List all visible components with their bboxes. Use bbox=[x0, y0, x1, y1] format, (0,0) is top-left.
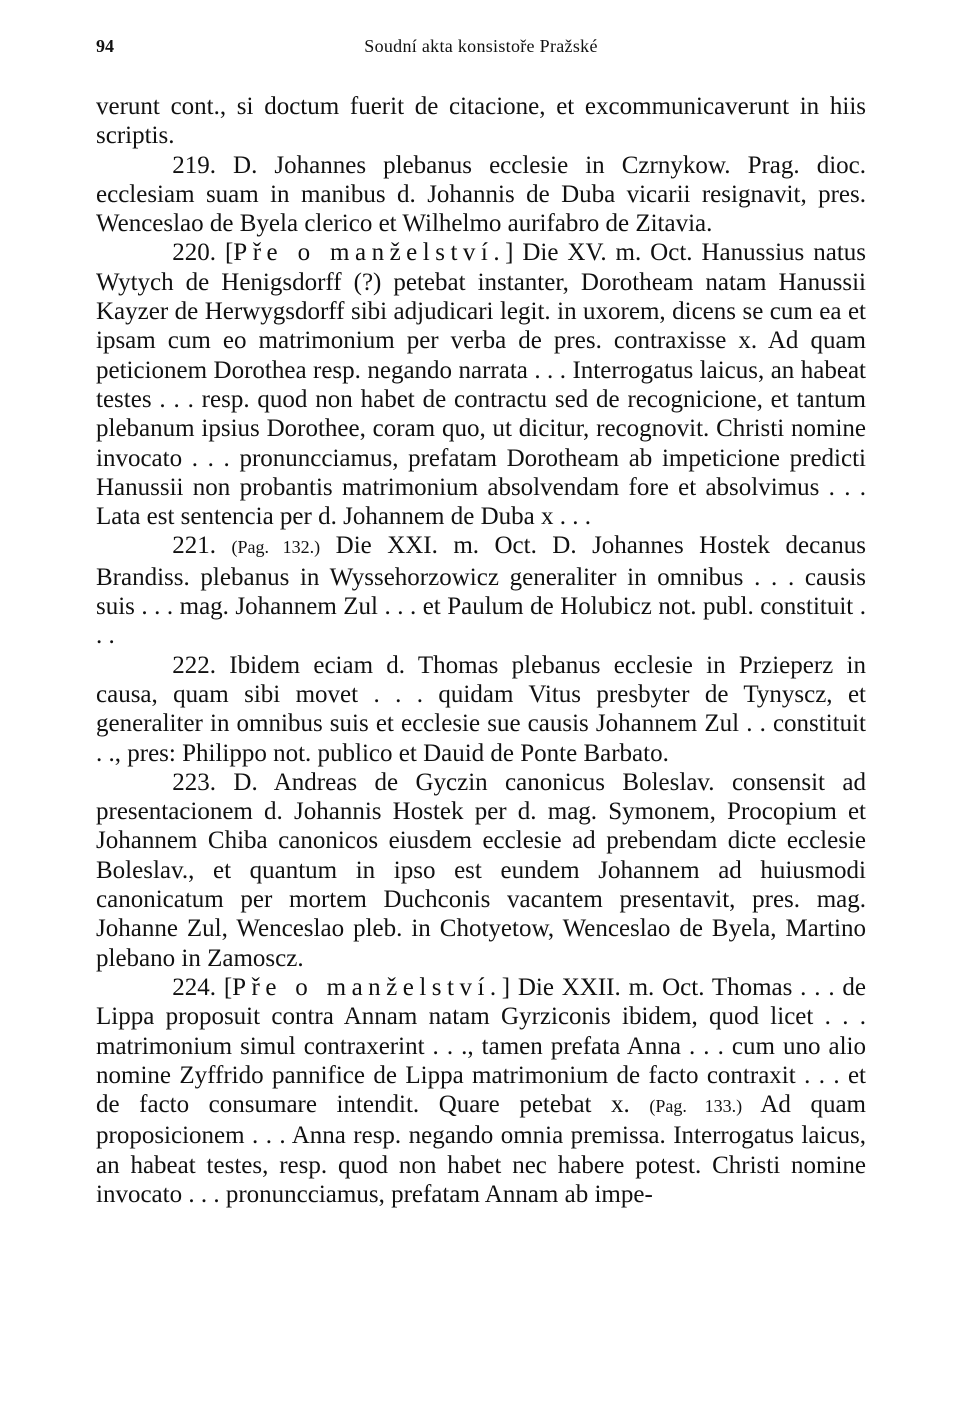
text-segment: verunt cont., si doctum fuerit de citacione, et excommunicaverunt in hiis scriptis. bbox=[96, 93, 866, 150]
text-segment: ] Die XXII. m. Oct. Thomas . . . de Lippa proposuit contra Annam natam Gyrziconis ibidem, quod licet . . . matrimonium simul contraxerint . . ., tamen prefata Anna . . . cum uno alio nomine Zyffrido pannifice de Lippa matrimonium de facto contraxit . . . et de facto consumare intendit. Quare petebat x. bbox=[96, 973, 866, 1119]
page-reference: (Pag. 133.) bbox=[649, 1096, 743, 1117]
page-header bbox=[96, 36, 866, 60]
text-segment: ] Die XV. m. Oct. Hanussius natus Wytych de Henigsdorff (?) petebat instanter, Dorotheam natam Hanussii Kayzer de Herwygsdorff sibi adjudicari legit. in uxorem, dicens se cum ea et ipsam cum eo matrimonium per verba de pres. contraxisse x. Ad quam peticionem Dorothea resp. negando narrata . . . Interrogatus laicus, an habeat testes . . . resp. quod non habet de contractu sed de recognicione, et tantum plebanum ipsius Dorothee, coram quo, ut dicitur, recognovit. Christi nomine invocato . . . pronuncciamus, prefatam Dorotheam ab impeticione predicti Hanussii non probantis matrimonium absolvendam fore et absolvimus . . . Lata est sentencia per d. Johannem de Duba x . . . bbox=[96, 239, 866, 531]
paragraph bbox=[96, 92, 866, 151]
text-segment: 224. [ bbox=[172, 973, 233, 1001]
paragraph bbox=[96, 973, 866, 1209]
paragraph bbox=[96, 651, 866, 768]
text-segment: Die XXI. m. Oct. D. Johannes Hostek decanus Brandiss. plebanus in Wyssehorzowicz generaliter in omnibus . . . causis suis . . . mag. Johannem Zul . . . et Paulum de Holubicz not. publ. constituit . . . bbox=[96, 532, 866, 650]
text-segment: 220. [ bbox=[172, 239, 234, 267]
text-segment: 223. D. Andreas de Gyczin canonicus Boleslav. consensit ad presentacionem d. Johannis Hostek per d. mag. Symonem, Procopium et Johannem Chiba canonicos eiusdem ecclesie ad prebendam dicte ecclesie Boleslav., et quantum in ipso est eundem Johannem ad huiusmodi canonicatum per mortem Duchconis vacantem presentavit, pres. mag. Johanne Zul, Wenceslao pleb. in Chotyetow, Wenceslao de Byela, Martino plebano in Zamoscz. bbox=[96, 768, 866, 972]
page-reference: (Pag. 132.) bbox=[231, 537, 321, 558]
paragraph bbox=[96, 531, 866, 650]
paragraph bbox=[96, 768, 866, 973]
text-segment: 222. Ibidem eciam d. Thomas plebanus ecclesie in Przieperz in causa, quam sibi movet . . . quidam Vitus presbyter de Tynyscz, et generaliter in omnibus suis et ecclesie sue causis Johannem Zul . . constituit . ., pres: Philippo not. publico et Dauid de Ponte Barbato. bbox=[96, 651, 866, 767]
spaced-heading: Pře o manželství. bbox=[233, 239, 506, 267]
running-title: Soudní akta konsistoře Pražské bbox=[364, 36, 598, 56]
spaced-heading: Pře o manželství. bbox=[232, 973, 502, 1001]
text-segment: 219. D. Johannes plebanus ecclesie in Czrnykow. Prag. dioc. ecclesiam suam in manibus d. Johannis de Duba vicarii resignavit, pres. Wenceslao de Byela clerico et Wilhelmo aurifabro de Zitavia. bbox=[96, 151, 866, 238]
document-body bbox=[96, 92, 866, 1209]
paragraph bbox=[96, 238, 866, 531]
page-number: 94 bbox=[96, 36, 114, 56]
text-segment: 221. bbox=[172, 532, 232, 560]
paragraph bbox=[96, 151, 866, 239]
text-segment: Ad quam proposicionem . . . Anna resp. negando omnia premissa. Interrogatus laicus, an habeat testes, resp. quod non habet nec habere potest. Christi nomine invocato . . . pronuncciamus, prefatam Annam ab impe- bbox=[96, 1091, 866, 1208]
